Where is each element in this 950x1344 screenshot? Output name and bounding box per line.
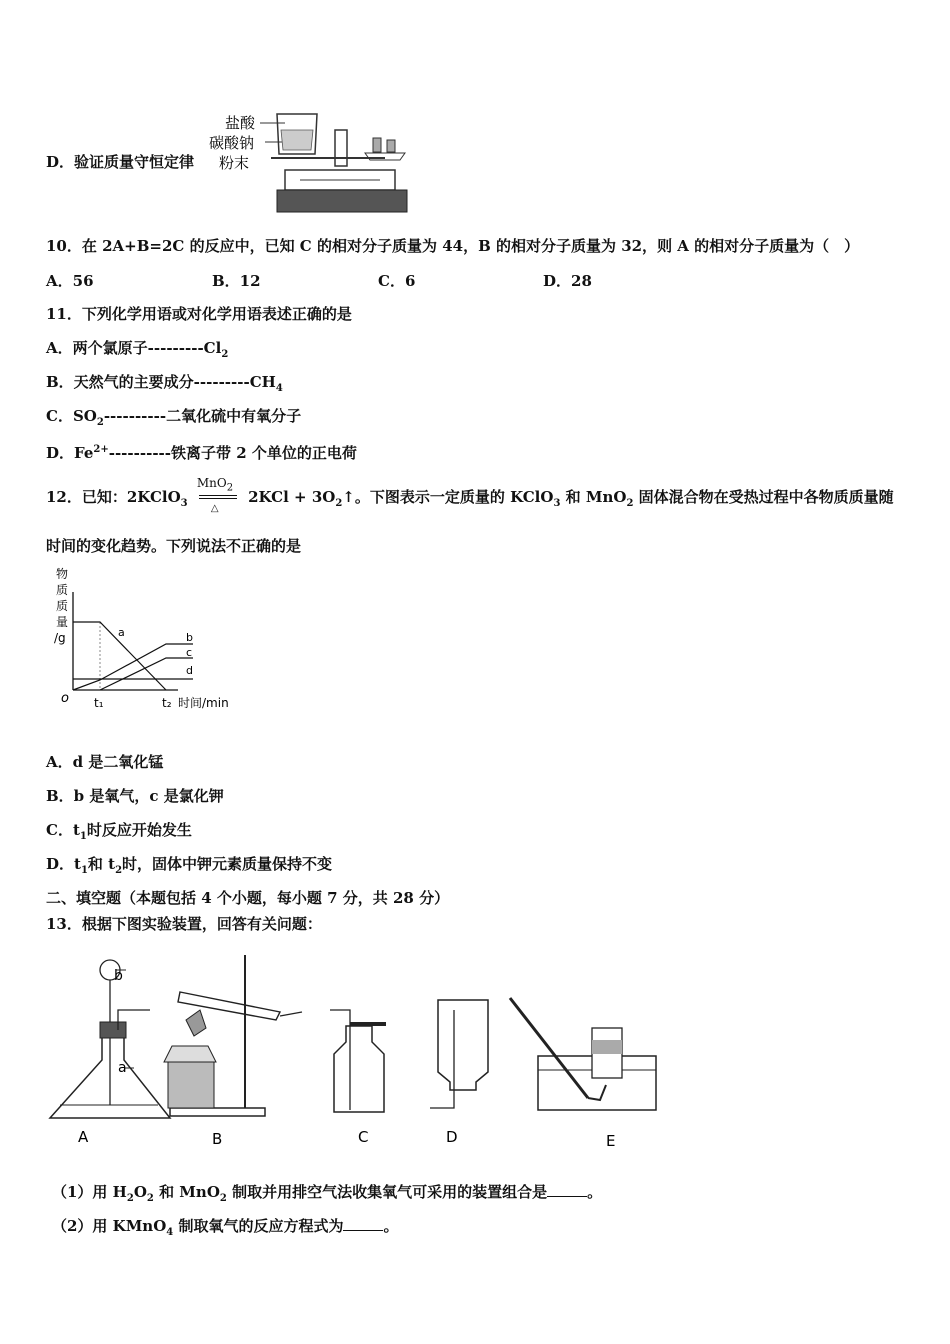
q12-option-a: A．d 是二氧化锰 xyxy=(46,753,164,771)
apparatus-label-e: E xyxy=(606,1132,616,1150)
q11-option-b: B．天然气的主要成分$---------CH_4$ xyxy=(46,373,283,394)
q9-option-d: D．验证质量守恒定律 xyxy=(46,153,195,171)
delivery-tube-icon xyxy=(510,998,588,1098)
apparatus-a xyxy=(50,960,170,1146)
mass-time-graph xyxy=(48,562,248,712)
part-label-b: b xyxy=(114,968,123,984)
q10-option-a: A．56 xyxy=(46,272,94,290)
label-hydrochloric-acid: 盐酸 xyxy=(225,114,256,132)
q11-stem: 11．下列化学用语或对化学用语表述正确的是 xyxy=(46,305,352,323)
q10-option-d: D．28 xyxy=(543,272,592,290)
t2-label: t₂ xyxy=(162,696,172,710)
y-label-unit: /g xyxy=(54,631,66,645)
heat-symbol: △ xyxy=(210,503,219,514)
balance-figure xyxy=(205,108,415,218)
apparatus-label-a: A xyxy=(78,1128,89,1146)
y-label-char: 质 xyxy=(56,599,69,613)
y-label-char: 物 xyxy=(56,567,69,581)
answer-blank-2[interactable] xyxy=(343,1216,383,1231)
series-a-label: a xyxy=(118,626,125,639)
apparatus-c xyxy=(330,1010,386,1146)
q13-part-2: （2）用 KMnO$_4$ 制取氧气的反应方程式为 。 xyxy=(52,1217,399,1238)
wood-block-icon xyxy=(168,1062,214,1108)
part-label-a: a xyxy=(118,1060,127,1076)
apparatus-figure xyxy=(40,950,670,1150)
series-c-label: c xyxy=(186,646,193,659)
inverted-bottle-icon xyxy=(438,1000,488,1090)
answer-blank-1[interactable] xyxy=(547,1182,587,1197)
q11-option-a: A．两个氯原子$---------Cl_2$ xyxy=(46,339,229,360)
apparatus-d xyxy=(430,1000,488,1146)
y-label-char: 量 xyxy=(56,615,69,629)
q10-stem: 10．在 2A+B=2C 的反应中，已知 C 的相对分子质量为 44，B 的相对分子质量为 32，则 A 的相对分子质量为（ ） xyxy=(46,237,860,255)
q12-option-d: D．$t_1$和 $t_2$时，固体中钾元素质量保持不变 xyxy=(46,855,333,876)
apparatus-label-b: B xyxy=(212,1130,223,1148)
q10-option-b: B．12 xyxy=(212,272,261,290)
t1-label: t₁ xyxy=(94,696,104,710)
q13-stem: 13．根据下图实验装置，回答有关问题： xyxy=(46,915,322,933)
x-axis-label: 时间/min xyxy=(178,696,229,710)
q11-option-d: D．$Fe^{2+}----------$铁离子带 2 个单位的正电荷 xyxy=(46,444,357,462)
series-d-label: d xyxy=(186,664,193,677)
label-powder: 粉末 xyxy=(219,154,250,172)
reaction-condition xyxy=(193,476,243,514)
q10-option-c: C．6 xyxy=(378,272,416,290)
apparatus-b xyxy=(164,955,302,1148)
q12-stem-line1: 12．已知：2KClO$_3$ MnO$_2$ △ $2KCl + 3O_2↑$。下图表示一定质量的 KClO$_3$ 和 MnO$_2$ 固体混合物在受热过程中各物质质量随 xyxy=(46,487,894,514)
q13-part-1: （1）用 $H_2O_2$ 和 MnO$_2$ 制取并用排空气法收集氧气可采用的装置组合是 。 xyxy=(52,1183,603,1204)
alcohol-lamp-flame-icon xyxy=(186,1010,206,1036)
apparatus-label-d: D xyxy=(446,1128,458,1146)
catalyst-label: MnO$_2$ xyxy=(196,476,234,494)
apparatus-e xyxy=(510,998,656,1150)
q11-option-c: C．$SO_2----------$二氧化硫中有氧分子 xyxy=(46,407,302,428)
series-b-label: b xyxy=(186,631,193,644)
apparatus-label-c: C xyxy=(358,1128,369,1146)
q12-stem-line2: 时间的变化趋势。下列说法不正确的是 xyxy=(46,537,302,555)
origin-label: o xyxy=(61,691,69,706)
q12-option-b: B．b 是氧气，c 是氯化钾 xyxy=(46,787,224,805)
section-2-heading: 二、填空题（本题包括 4 个小题，每小题 7 分，共 28 分） xyxy=(46,889,450,907)
label-sodium-carbonate: 碳酸钠 xyxy=(209,134,255,152)
series-b-line xyxy=(73,644,193,690)
q12-option-c: C．$t_1$时反应开始发生 xyxy=(46,821,192,842)
y-label-char: 质 xyxy=(56,583,69,597)
gas-bottle-icon xyxy=(334,1026,384,1112)
series-c-line xyxy=(100,658,193,690)
